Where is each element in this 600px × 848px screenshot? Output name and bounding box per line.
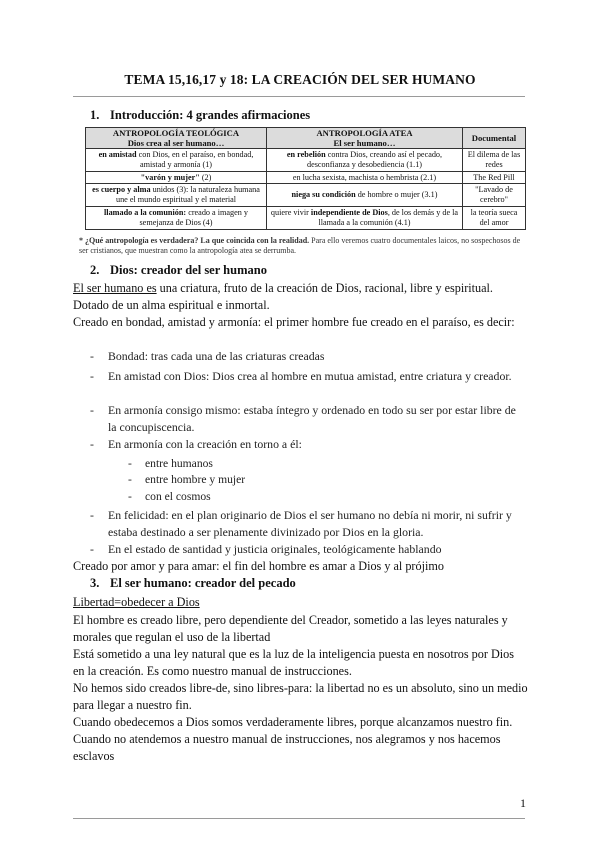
cell-atea: en rebelión contra Dios, creando así el pecado, desconfianza y desobediencia (1.1) — [267, 149, 463, 172]
cell-teo: en amistad con Dios, en el paraíso, en bondad, amistad y armonía (1) — [86, 149, 267, 172]
section-2-heading — [90, 263, 267, 278]
section-2-closing: Creado por amor y para amar: el fin del hombre es amar a Dios y al prójimo — [73, 559, 444, 573]
cell-teo: es cuerpo y alma unidos (3): la naturaleza humana une el mundo espiritual y el material — [86, 184, 267, 207]
title-divider — [73, 96, 525, 97]
list-subitem: - con el cosmos — [128, 490, 211, 503]
section-3-paragraph: No hemos sido creados libre-de, sino libres-para: la libertad no es un absoluto, sino un medio para llegar a nuestro fin. — [73, 681, 528, 712]
list-item: - En felicidad: en el plan originario de Dios el ser humano no debía ni morir, ni sufrir y estaba destinado a ser plenamente divinizado por Dios en la gloria. — [90, 508, 512, 539]
section-3-paragraph: Está sometido a una ley natural que es la luz de la inteligencia puesta en nosotros por Dios en la creación. Es como nuestro manual de instrucciones. — [73, 647, 514, 678]
cell-doc: "Lavado de cerebro" — [463, 184, 526, 207]
list-subitem: - entre humanos — [128, 457, 213, 470]
cell-teo: llamado a la comunión: creado a imagen y semejanza de Dios (4) — [86, 207, 267, 230]
footer-divider — [73, 818, 525, 819]
table-row — [86, 184, 526, 207]
anthropology-table — [85, 127, 526, 230]
cell-doc: The Red Pill — [463, 172, 526, 184]
page-number: 1 — [520, 796, 526, 810]
list-item: - En armonía con la creación en torno a él: — [90, 437, 302, 451]
cell-atea: quiere vivir independiente de Dios, de los demás y de la llamada a la comunión (4.1) — [267, 207, 463, 230]
table-row — [86, 149, 526, 172]
section-1-number: 1. — [90, 108, 100, 122]
cell-doc: la teoría sueca del amor — [463, 207, 526, 230]
cell-doc: El dilema de las redes — [463, 149, 526, 172]
cell-atea: en lucha sexista, machista o hembrista (2.1) — [267, 172, 463, 184]
cell-teo: "varón y mujer" (2) — [86, 172, 267, 184]
section-2-number: 2. — [90, 263, 100, 277]
section-3-number: 3. — [90, 576, 100, 590]
table-footnote: * ¿Qué antropología es verdadera? La que coincida con la realidad. Para ello veremos cuatro documentales laicos, no sospechosos de ser cristianos, que muestran como la antropología atea se derrumba. — [79, 236, 521, 255]
section-1-title: Introducción: 4 grandes afirmaciones — [110, 108, 311, 122]
list-item: - Bondad: tras cada una de las criaturas creadas — [90, 349, 325, 363]
section-2-intro: El ser humano es una criatura, fruto de la creación de Dios, racional, libre y espiritual. Dotado de un alma espiritual e inmortal. — [73, 281, 493, 312]
table-header-row — [86, 128, 526, 149]
section-3-heading — [90, 576, 296, 591]
section-2-creado: Creado en bondad, amistad y armonía: el primer hombre fue creado en el paraíso, es decir: — [73, 315, 515, 329]
list-item: - En el estado de santidad y justicia originales, teológicamente hablando — [90, 542, 442, 556]
header-teologica: ANTROPOLOGÍA TEOLÓGICA Dios crea al ser humano… — [86, 128, 267, 149]
section-3-title: El ser humano: creador del pecado — [110, 576, 296, 590]
section-1-heading — [90, 108, 310, 123]
cell-atea: niega su condición de hombre o mujer (3.1) — [267, 184, 463, 207]
list-item: - En amistad con Dios: Dios crea al hombre en mutua amistad, entre criatura y creador. — [90, 369, 512, 383]
table-row — [86, 207, 526, 230]
section-2-title: Dios: creador del ser humano — [110, 263, 267, 277]
header-atea: ANTROPOLOGÍA ATEA El ser humano… — [267, 128, 463, 149]
list-item: - En armonía consigo mismo: estaba íntegro y ordenado en todo su ser por estar libre de la concupiscencia. — [90, 403, 516, 434]
table-row — [86, 172, 526, 184]
page-title: TEMA 15,16,17 y 18: LA CREACIÓN DEL SER HUMANO — [124, 72, 476, 87]
section-3-subtitle: Libertad=obedecer a Dios — [73, 595, 200, 609]
section-3-paragraph: El hombre es creado libre, pero dependiente del Creador, sometido a las leyes naturales y morales que regulan el uso de la libertad — [73, 613, 508, 644]
section-3-paragraph: Cuando obedecemos a Dios somos verdaderamente libres, porque alcanzamos nuestro fin. Cuando no atendemos a nuestro manual de instrucciones, nos alegramos y nos hacemos esclavos — [73, 715, 513, 763]
header-documental: Documental — [463, 128, 526, 149]
list-subitem: - entre hombre y mujer — [128, 473, 246, 486]
